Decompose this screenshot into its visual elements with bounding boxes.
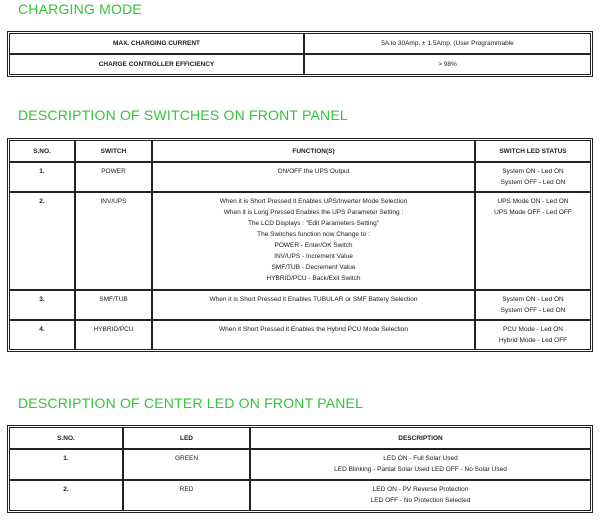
center-led-heading: DESCRIPTION OF CENTER LED ON FRONT PANEL — [18, 395, 364, 411]
status-cell — [475, 162, 591, 192]
col-header-function: FUNCTION(S) — [152, 140, 475, 162]
function-line: The Switches function now Change to : — [257, 231, 370, 238]
led-table — [9, 427, 591, 511]
table-row — [9, 33, 591, 54]
function-line: The LCD Displays : "Edit Parameters Setting" — [247, 220, 380, 227]
status-line: System OFF - Led ON — [500, 179, 566, 186]
status-cell — [475, 192, 591, 290]
led-cell: RED — [123, 480, 250, 511]
description-line: LED OFF - No Protection Selected — [370, 497, 471, 504]
status-cell — [475, 290, 591, 320]
function-line: When it is Short Pressed it Enables TUBULAR or SMF Battery Selection — [209, 296, 418, 303]
switch-cell: POWER — [75, 162, 152, 192]
function-line: When it is Short Pressed it Enables UPS/Inverter Mode Selection — [219, 198, 408, 205]
description-line: LED ON - PV Reverse Protection — [372, 486, 469, 493]
table-row — [9, 54, 591, 75]
charging-value-cell: > 98% — [304, 54, 591, 75]
function-line: INV/UPS - Increment Value — [274, 253, 353, 260]
sno-cell: 2. — [9, 192, 75, 290]
table-row — [9, 192, 591, 290]
description-line: LED ON - Full Solar Used — [383, 455, 458, 462]
col-header-description: DESCRIPTION — [250, 427, 591, 449]
function-line: POWER - Enter/OK Switch — [274, 242, 353, 249]
sno-cell: 2. — [9, 480, 123, 511]
led-cell: GREEN — [123, 449, 250, 480]
status-line: UPS Mode OFF - Led OFF — [494, 209, 572, 216]
switches-table — [9, 140, 591, 350]
table-header-row — [9, 140, 591, 162]
col-header-led-status: SWITCH LED STATUS — [475, 140, 591, 162]
switch-cell: HYBRID/PCU — [75, 320, 152, 350]
col-header-sno: S.NO. — [9, 427, 123, 449]
status-line: System ON - Led ON — [502, 296, 564, 303]
table-header-row — [9, 427, 591, 449]
table-row — [9, 290, 591, 320]
description-cell — [250, 449, 591, 480]
function-line: When it is Long Pressed Enables the UPS Parameter Setting : — [223, 209, 404, 216]
col-header-sno: S.NO. — [9, 140, 75, 162]
description-line: LED Blinking - Partial Solar Used LED OFF - No Solar Used — [334, 466, 507, 473]
charging-label-cell: CHARGE CONTROLLER EFFICIENCY — [9, 54, 304, 75]
function-cell — [152, 320, 475, 350]
table-row — [9, 162, 591, 192]
sno-cell: 1. — [9, 449, 123, 480]
switch-cell: INV/UPS — [75, 192, 152, 290]
charging-mode-heading: CHARGING MODE — [18, 1, 142, 17]
sno-cell: 3. — [9, 290, 75, 320]
sno-cell: 1. — [9, 162, 75, 192]
table-row — [9, 449, 591, 480]
function-line: SMF/TUB - Decrement Value — [271, 264, 356, 271]
status-line: System ON - Led ON — [502, 168, 564, 175]
function-line: When it Short Pressed it Enables the Hybrid PCU Mode Selection — [219, 326, 408, 333]
sno-cell: 4. — [9, 320, 75, 350]
status-line: UPS Mode ON - Led ON — [497, 198, 569, 205]
status-line: System OFF - Led ON — [500, 307, 566, 314]
function-cell — [152, 290, 475, 320]
switches-heading: DESCRIPTION OF SWITCHES ON FRONT PANEL — [18, 107, 348, 123]
description-cell — [250, 480, 591, 511]
function-cell — [152, 192, 475, 290]
status-line: PCU Mode - Led ON — [503, 326, 563, 333]
charging-table — [9, 33, 591, 75]
table-row — [9, 480, 591, 511]
col-header-led: LED — [123, 427, 250, 449]
charging-label-cell: MAX. CHARGING CURRENT — [9, 33, 304, 54]
col-header-switch: SWITCH — [75, 140, 152, 162]
table-row — [9, 320, 591, 350]
function-line: ON/OFF the UPS Output — [277, 168, 350, 175]
status-line: Hybrid Mode - Led OFF — [498, 337, 568, 344]
switch-cell: SMF/TUB — [75, 290, 152, 320]
function-line: HYBRID/PCU - Back/Exit Switch — [266, 275, 361, 282]
charging-value-cell: 5A to 30Amp. ± 1.5Amp. (User Programmable — [304, 33, 591, 54]
function-cell — [152, 162, 475, 192]
status-cell — [475, 320, 591, 350]
